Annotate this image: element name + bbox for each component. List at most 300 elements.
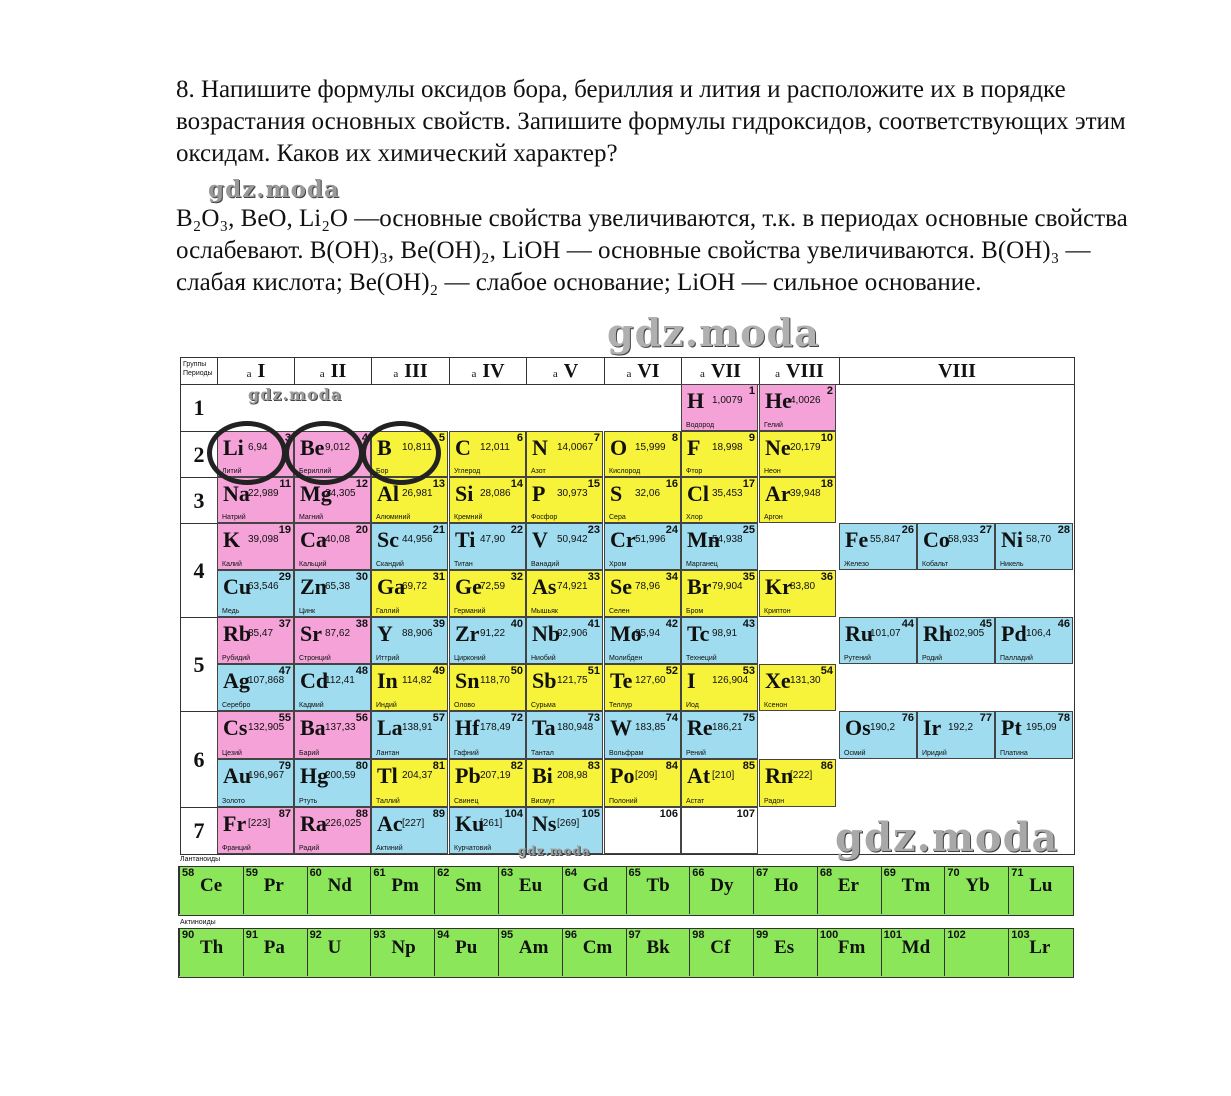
- element-symbol: I: [687, 668, 696, 693]
- atomic-number: 34: [665, 571, 678, 583]
- element-name: Медь: [222, 608, 240, 615]
- element-symbol: Rh: [923, 621, 952, 646]
- element-symbol: Er: [837, 875, 859, 896]
- element-symbol: Bk: [646, 937, 670, 958]
- element-symbol: H: [687, 388, 705, 413]
- element-symbol: Ho: [774, 875, 799, 896]
- element-symbol: Be: [300, 435, 325, 460]
- atomic-number: 43: [742, 618, 755, 630]
- element-cell: [839, 617, 917, 664]
- element-name: Бром: [686, 608, 704, 615]
- element-name: Теллур: [609, 702, 633, 709]
- atomic-number: 4: [361, 432, 368, 444]
- element-cell: [217, 523, 294, 570]
- atomic-number: 56: [355, 712, 368, 724]
- element-symbol: K: [223, 527, 241, 552]
- element-name: Водород: [686, 422, 715, 429]
- atomic-number: 47: [278, 665, 291, 677]
- element-name: Ксенон: [764, 702, 788, 709]
- element-symbol: Na: [223, 481, 250, 506]
- atomic-number: 106: [659, 808, 678, 820]
- atomic-mass: 92,906: [557, 628, 588, 639]
- atomic-number: 67: [756, 867, 769, 879]
- element-name: Неон: [764, 468, 781, 475]
- element-name: Осмий: [844, 750, 866, 757]
- element-name: Рубидий: [222, 655, 251, 662]
- period-number: 7: [181, 807, 217, 854]
- period-number: 5: [181, 617, 217, 711]
- element-name: Сурьма: [531, 702, 556, 709]
- element-symbol: Tb: [646, 875, 670, 896]
- periods-label: Периоды: [183, 370, 213, 377]
- element-name: Радий: [299, 845, 320, 852]
- atomic-number: 97: [628, 929, 641, 941]
- element-symbol: Tm: [901, 875, 931, 896]
- atomic-number: 7: [593, 432, 600, 444]
- highlight-circle: [361, 421, 441, 485]
- element-symbol: Ar: [765, 481, 791, 506]
- element-symbol: Ag: [223, 668, 250, 693]
- period-number: 3: [181, 477, 217, 523]
- atomic-number: 94: [437, 929, 450, 941]
- atomic-mass: 20,179: [790, 442, 821, 453]
- f-element-cell: [434, 929, 498, 976]
- element-cell: [604, 477, 681, 523]
- atomic-mass: 51,996: [635, 534, 666, 545]
- atomic-number: 107: [736, 808, 755, 820]
- element-symbol: Nd: [327, 875, 352, 896]
- element-name: Марганец: [686, 561, 718, 568]
- watermark: gdz.moda: [208, 176, 340, 203]
- element-name: Кобальт: [922, 561, 949, 568]
- group-number: IV: [482, 360, 505, 382]
- group-number: V: [563, 360, 579, 382]
- f-element-cell: [626, 867, 690, 914]
- element-symbol: Zr: [455, 621, 480, 646]
- atomic-number: 9: [748, 432, 755, 444]
- element-symbol: As: [532, 574, 557, 599]
- element-symbol: F: [687, 435, 701, 460]
- atomic-number: 13: [432, 478, 445, 490]
- atomic-number: 91: [245, 929, 259, 941]
- element-symbol: C: [455, 435, 471, 460]
- atomic-number: 28: [1057, 524, 1070, 536]
- atomic-number: 44: [901, 618, 914, 630]
- element-symbol: Ns: [532, 811, 557, 836]
- atomic-mass: 10,811: [402, 442, 432, 453]
- element-cell: [681, 759, 758, 807]
- element-name: Вольфрам: [609, 750, 644, 757]
- element-symbol: Th: [200, 937, 224, 958]
- atomic-mass: 180,948: [557, 722, 594, 733]
- atomic-mass: [210]: [712, 770, 735, 781]
- atomic-number: 62: [437, 867, 450, 879]
- element-name: Тантал: [531, 750, 554, 757]
- element-cell: [449, 477, 526, 523]
- element-name: Аргон: [764, 514, 783, 521]
- group-number: I: [257, 360, 266, 382]
- atomic-mass: 39,098: [248, 534, 279, 545]
- element-name: Золото: [222, 798, 245, 805]
- element-cell: [681, 617, 758, 664]
- atomic-number: 79: [278, 760, 291, 772]
- element-cell: [604, 523, 681, 570]
- atomic-number: 26: [901, 524, 914, 536]
- element-name: Азот: [531, 468, 546, 475]
- atomic-mass: 40,08: [325, 534, 351, 545]
- element-symbol: Ge: [455, 574, 482, 599]
- element-cell: [759, 384, 836, 431]
- group-number: VII: [710, 360, 741, 382]
- atomic-number: 29: [278, 571, 291, 583]
- element-cell: [604, 570, 681, 617]
- atomic-number: 49: [432, 665, 445, 677]
- atomic-mass: 106,4: [1026, 628, 1052, 639]
- element-symbol: Tc: [687, 621, 710, 646]
- lanthanides-row: [178, 866, 1074, 916]
- group-header: [839, 358, 1074, 384]
- element-cell: [294, 523, 371, 570]
- atomic-number: 3: [284, 432, 291, 444]
- element-symbol: Ca: [300, 527, 327, 552]
- period-number: 4: [181, 523, 217, 617]
- element-symbol: Tl: [377, 763, 398, 788]
- element-symbol: Au: [223, 763, 252, 788]
- group-header: [604, 358, 681, 384]
- element-symbol: Pd: [1001, 621, 1027, 646]
- atomic-mass: 58,70: [1026, 534, 1052, 545]
- element-symbol: B: [377, 435, 392, 460]
- element-symbol: Kr: [765, 574, 792, 599]
- atomic-mass: 85,47: [248, 628, 274, 639]
- atomic-mass: 12,011: [480, 442, 510, 453]
- element-name: Кремний: [454, 514, 483, 521]
- highlight-circle: [207, 421, 287, 485]
- element-name: Рутений: [844, 655, 871, 662]
- element-cell: [839, 523, 917, 570]
- atomic-mass: 54,938: [712, 534, 743, 545]
- element-symbol: Ti: [455, 527, 476, 552]
- element-name: Ванадий: [531, 561, 560, 568]
- element-symbol: Co: [923, 527, 950, 552]
- element-symbol: Fr: [223, 811, 247, 836]
- element-symbol: Mn: [687, 527, 720, 552]
- element-symbol: Cu: [223, 574, 252, 599]
- element-cell: [217, 617, 294, 664]
- element-name: Натрий: [222, 514, 246, 521]
- element-symbol: Cs: [223, 715, 248, 740]
- element-symbol: N: [532, 435, 548, 460]
- subgroup-mark: a: [246, 368, 252, 380]
- atomic-number: 66: [692, 867, 705, 879]
- element-name: Палладий: [1000, 655, 1033, 662]
- element-cell: [449, 431, 526, 477]
- atomic-number: 71: [1011, 867, 1024, 879]
- element-name: Олово: [454, 702, 475, 709]
- element-cell: [371, 617, 448, 664]
- atomic-number: 103: [1011, 929, 1030, 941]
- element-symbol: Re: [687, 715, 713, 740]
- atomic-number: 87: [278, 808, 291, 820]
- atomic-number: 6: [516, 432, 523, 444]
- element-symbol: Cr: [610, 527, 636, 552]
- element-name: Полоний: [609, 798, 638, 805]
- actinides-label: Актиноиды: [180, 919, 216, 926]
- element-name: Иод: [686, 702, 699, 709]
- element-symbol: Ga: [377, 574, 406, 599]
- element-cell: [371, 664, 448, 711]
- atomic-number: 2: [826, 385, 833, 397]
- element-name: Скандий: [376, 561, 404, 568]
- atomic-number: 89: [432, 808, 445, 820]
- element-name: Молибден: [609, 655, 643, 662]
- atomic-mass: 112,41: [325, 675, 355, 686]
- element-name: Бериллий: [299, 468, 332, 475]
- element-symbol: Mo: [610, 621, 642, 646]
- group-number: VI: [637, 360, 660, 382]
- atomic-mass: 14,0067: [557, 442, 594, 453]
- element-cell: [759, 431, 836, 477]
- element-name: Иттрий: [376, 655, 400, 662]
- atomic-mass: 131,30: [790, 675, 821, 686]
- group-number: II: [330, 360, 347, 382]
- atomic-number: 60: [309, 867, 322, 879]
- element-symbol: La: [377, 715, 403, 740]
- element-symbol: Pr: [263, 875, 284, 896]
- element-name: Гелий: [764, 422, 783, 429]
- atomic-mass: 15,999: [635, 442, 666, 453]
- atomic-mass: 50,942: [557, 534, 588, 545]
- element-name: Кадмий: [299, 702, 324, 709]
- atomic-mass: [222]: [790, 770, 813, 781]
- atomic-mass: 58,933: [948, 534, 979, 545]
- element-name: Хлор: [686, 514, 703, 521]
- group-number: VIII: [786, 360, 824, 382]
- f-element-cell: [498, 867, 562, 914]
- element-cell: [526, 523, 603, 570]
- atomic-number: 65: [628, 867, 641, 879]
- element-symbol: Y: [377, 621, 393, 646]
- element-name: Никель: [1000, 561, 1024, 568]
- element-symbol: Mg: [300, 481, 332, 506]
- atomic-number: 98: [692, 929, 705, 941]
- watermark: gdz.moda: [607, 310, 820, 355]
- element-name: Таллий: [376, 798, 400, 805]
- element-name: Фосфор: [531, 514, 558, 521]
- element-cell: [294, 807, 371, 854]
- element-symbol: Te: [610, 668, 633, 693]
- watermark: gdz.moda: [248, 385, 343, 404]
- atomic-mass: 127,60: [635, 675, 666, 686]
- element-cell: [217, 711, 294, 759]
- atomic-mass: 35,453: [712, 488, 743, 499]
- atomic-number: 32: [510, 571, 523, 583]
- element-name: Астат: [686, 798, 705, 805]
- element-name: Рений: [686, 750, 706, 757]
- f-element-cell: [179, 929, 243, 976]
- atomic-number: 81: [432, 760, 445, 772]
- subgroup-mark: a: [626, 368, 632, 380]
- atomic-number: 19: [278, 524, 291, 536]
- element-name: Цирконий: [454, 655, 486, 662]
- element-symbol: Ne: [765, 435, 791, 460]
- atomic-number: 93: [373, 929, 386, 941]
- element-symbol: In: [377, 668, 398, 693]
- element-symbol: Hf: [455, 715, 480, 740]
- element-symbol: Ba: [300, 715, 326, 740]
- element-name: Германий: [454, 608, 486, 615]
- element-name: Фтор: [686, 468, 703, 475]
- f-element-cell: [307, 929, 371, 976]
- element-name: Барий: [299, 750, 320, 757]
- element-cell: [681, 807, 758, 854]
- atomic-mass: 204,37: [402, 770, 433, 781]
- highlight-circle: [284, 421, 364, 485]
- element-cell: [449, 711, 526, 759]
- atomic-mass: 30,973: [557, 488, 588, 499]
- element-cell: [759, 477, 836, 523]
- atomic-mass: 32,06: [635, 488, 661, 499]
- atomic-number: 83: [587, 760, 600, 772]
- element-cell: [995, 617, 1073, 664]
- element-symbol: Pt: [1001, 715, 1022, 740]
- element-name: Свинец: [454, 798, 479, 805]
- lanthanides-label: Лантаноиды: [180, 856, 221, 863]
- element-cell: [917, 617, 995, 664]
- element-name: Технеций: [686, 655, 717, 662]
- atomic-number: 50: [510, 665, 523, 677]
- atomic-mass: 192,2: [948, 722, 974, 733]
- atomic-mass: 178,49: [480, 722, 511, 733]
- atomic-number: 25: [742, 524, 755, 536]
- element-name: Криптон: [764, 608, 791, 615]
- element-name: Цезий: [222, 750, 242, 757]
- element-name: Магний: [299, 514, 324, 521]
- atomic-mass: 69,72: [402, 581, 428, 592]
- atomic-number: 11: [279, 478, 291, 490]
- element-name: Висмут: [531, 798, 555, 805]
- period-number: 1: [181, 384, 217, 431]
- f-element-cell: [753, 867, 817, 914]
- element-name: Углерод: [454, 468, 481, 475]
- element-name: Лантан: [376, 750, 400, 757]
- element-cell: [371, 523, 448, 570]
- atomic-mass: 121,75: [557, 675, 588, 686]
- atomic-mass: 18,998: [712, 442, 743, 453]
- element-symbol: Pm: [391, 875, 419, 896]
- atomic-number: 69: [883, 867, 896, 879]
- f-element-cell: [944, 929, 1008, 976]
- f-element-cell: [881, 929, 945, 976]
- element-symbol: Sm: [455, 875, 482, 896]
- f-element-cell: [434, 867, 498, 914]
- group-header: [681, 358, 759, 384]
- atomic-number: 78: [1057, 712, 1070, 724]
- element-cell: [526, 759, 603, 807]
- period-number: 6: [181, 711, 217, 807]
- element-name: Платина: [1000, 750, 1028, 757]
- element-name: Сера: [609, 514, 626, 521]
- periodic-table: [180, 357, 1075, 855]
- element-cell: [759, 570, 836, 617]
- atomic-mass: 91,22: [480, 628, 506, 639]
- atomic-mass: 126,904: [712, 675, 749, 686]
- atomic-mass: 183,85: [635, 722, 666, 733]
- element-symbol: Ku: [455, 811, 485, 836]
- element-cell: [995, 711, 1073, 759]
- atomic-mass: 137,33: [325, 722, 356, 733]
- subgroup-mark: a: [319, 368, 325, 380]
- f-element-cell: [753, 929, 817, 976]
- atomic-number: 104: [504, 808, 523, 820]
- element-cell: [217, 570, 294, 617]
- atomic-mass: 195,09: [1026, 722, 1057, 733]
- atomic-number: 14: [510, 478, 523, 490]
- element-cell: [681, 477, 758, 523]
- element-symbol: Si: [455, 481, 474, 506]
- element-symbol: Dy: [710, 875, 734, 896]
- atomic-number: 76: [901, 712, 914, 724]
- element-cell: [917, 523, 995, 570]
- element-name: Железо: [844, 561, 869, 568]
- atomic-number: 51: [587, 665, 600, 677]
- group-header: [449, 358, 526, 384]
- element-name: Франций: [222, 845, 251, 852]
- element-name: Ртуть: [299, 798, 318, 805]
- element-symbol: Pu: [455, 937, 478, 958]
- element-symbol: Br: [687, 574, 712, 599]
- element-symbol: At: [687, 763, 711, 788]
- atomic-mass: 83,80: [790, 581, 816, 592]
- atomic-number: 84: [665, 760, 678, 772]
- element-name: Стронций: [299, 655, 331, 662]
- atomic-mass: 196,967: [248, 770, 285, 781]
- atomic-mass: 1,0079: [712, 395, 743, 406]
- atomic-number: 77: [979, 712, 992, 724]
- atomic-mass: 26,981: [402, 488, 433, 499]
- f-element-cell: [243, 929, 307, 976]
- element-symbol: W: [610, 715, 632, 740]
- atomic-mass: 79,904: [712, 581, 743, 592]
- atomic-mass: 9,012: [325, 442, 351, 453]
- element-symbol: Cf: [710, 937, 731, 958]
- element-cell: [759, 759, 836, 807]
- atomic-number: 95: [500, 929, 514, 941]
- element-symbol: S: [610, 481, 623, 506]
- atomic-number: 20: [355, 524, 368, 536]
- f-element-cell: [179, 867, 243, 914]
- element-symbol: O: [610, 435, 628, 460]
- group-header: [526, 358, 604, 384]
- period-number: 2: [181, 431, 217, 477]
- atomic-number: 39: [432, 618, 445, 630]
- atomic-number: 72: [510, 712, 523, 724]
- atomic-mass: 190,2: [870, 722, 896, 733]
- f-element-cell: [370, 867, 434, 914]
- atomic-mass: 114,82: [402, 675, 432, 686]
- atomic-mass: [227]: [402, 818, 425, 829]
- subgroup-mark: a: [393, 368, 399, 380]
- element-symbol: Am: [518, 937, 549, 958]
- element-cell: [371, 570, 448, 617]
- atomic-number: 17: [742, 478, 755, 490]
- atomic-number: 35: [742, 571, 755, 583]
- element-name: Цинк: [299, 608, 316, 615]
- atomic-number: 16: [665, 478, 678, 490]
- atomic-mass: 28,086: [480, 488, 511, 499]
- group-header: [217, 358, 294, 384]
- atomic-mass: 55,847: [870, 534, 901, 545]
